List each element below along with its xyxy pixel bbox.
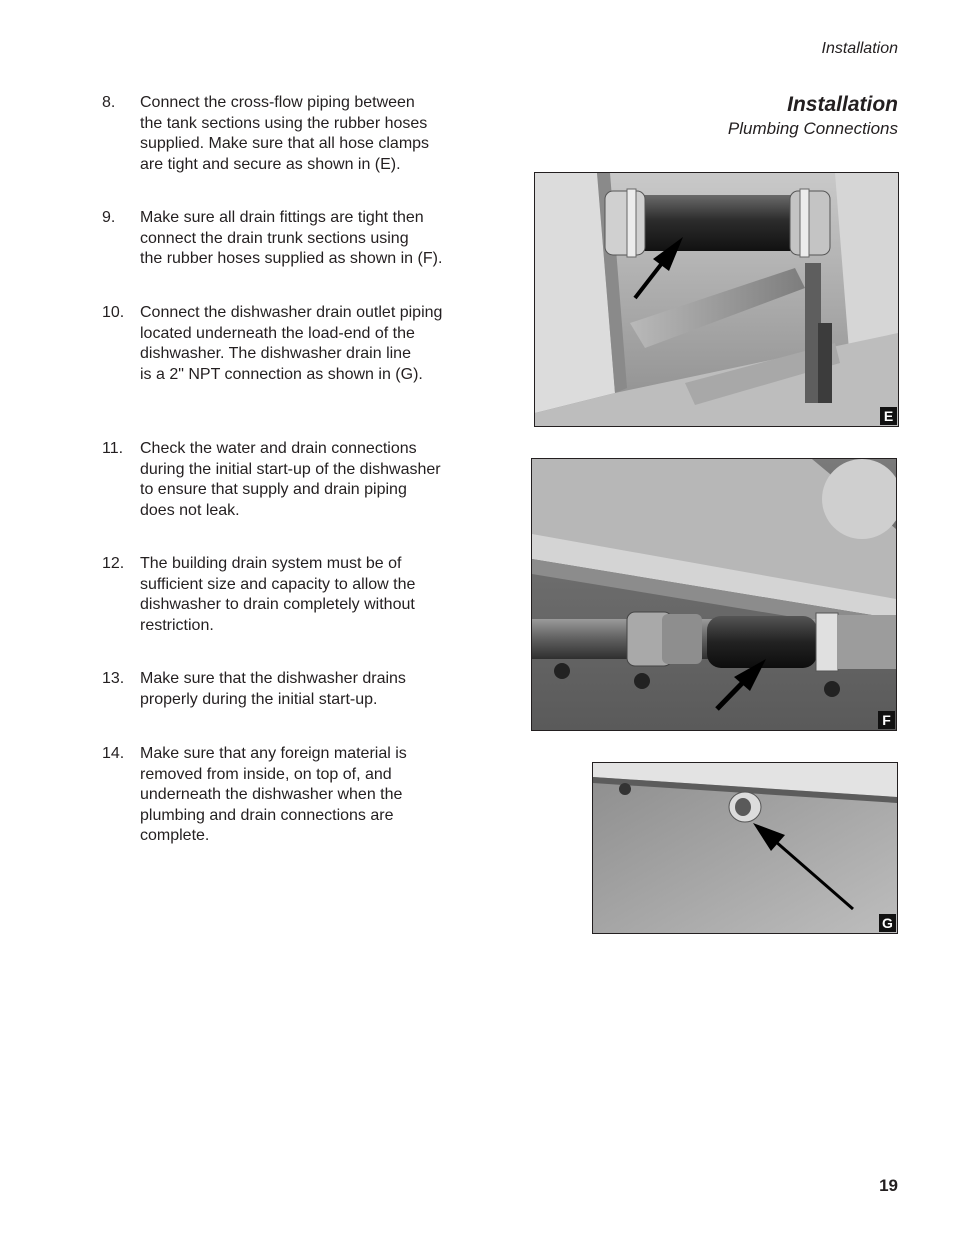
step-text: The building drain system must be of sufficient size and capacity to allow the dishwasher to drain completely without restriction. (140, 555, 416, 634)
step-number: 10. (102, 304, 125, 321)
section-title: Installation (787, 93, 898, 116)
figure-f-photo (531, 458, 897, 731)
section-subtitle: Plumbing Connections (727, 119, 898, 138)
figure-e-illustration (535, 173, 898, 426)
figure-g-illustration (593, 763, 897, 933)
figure-label: E (880, 407, 897, 425)
section-heading (728, 92, 898, 140)
step-text: Make sure all drain fittings are tight then connect the drain trunk sections using the rubber hoses supplied as shown in (F). (140, 209, 443, 268)
running-header: Installation (821, 40, 898, 57)
page-number: 19 (879, 1176, 898, 1195)
step-number: 12. (102, 555, 125, 572)
step-text: Make sure that the dishwasher drains properly during the initial start-up. (140, 670, 406, 708)
step-number: 9. (102, 209, 116, 226)
figure-label: F (878, 711, 895, 729)
figure-label: G (879, 914, 896, 932)
step-text: Make sure that any foreign material is removed from inside, on top of, and underneath the dishwasher when the plumbing and drain connections are complete. (140, 745, 407, 845)
step-text: Connect the cross-flow piping between the tank sections using the rubber hoses supplied. Make sure that all hose clamps are tight and secure as shown in (E). (140, 94, 430, 173)
step-number: 11. (102, 440, 124, 457)
step-number: 13. (102, 670, 125, 687)
figure-g-photo (592, 762, 898, 934)
step-text: Check the water and drain connections during the initial start-up of the dishwasher to ensure that supply and drain piping does not leak. (140, 440, 441, 519)
step-number: 14. (102, 745, 125, 762)
figure-f-illustration (532, 459, 896, 730)
figure-e-photo (534, 172, 899, 427)
step-text: Connect the dishwasher drain outlet piping located underneath the load-end of the dishwasher. The dishwasher drain line is a 2" NPT connection as shown in (G). (140, 304, 443, 383)
step-number: 8. (102, 94, 116, 111)
